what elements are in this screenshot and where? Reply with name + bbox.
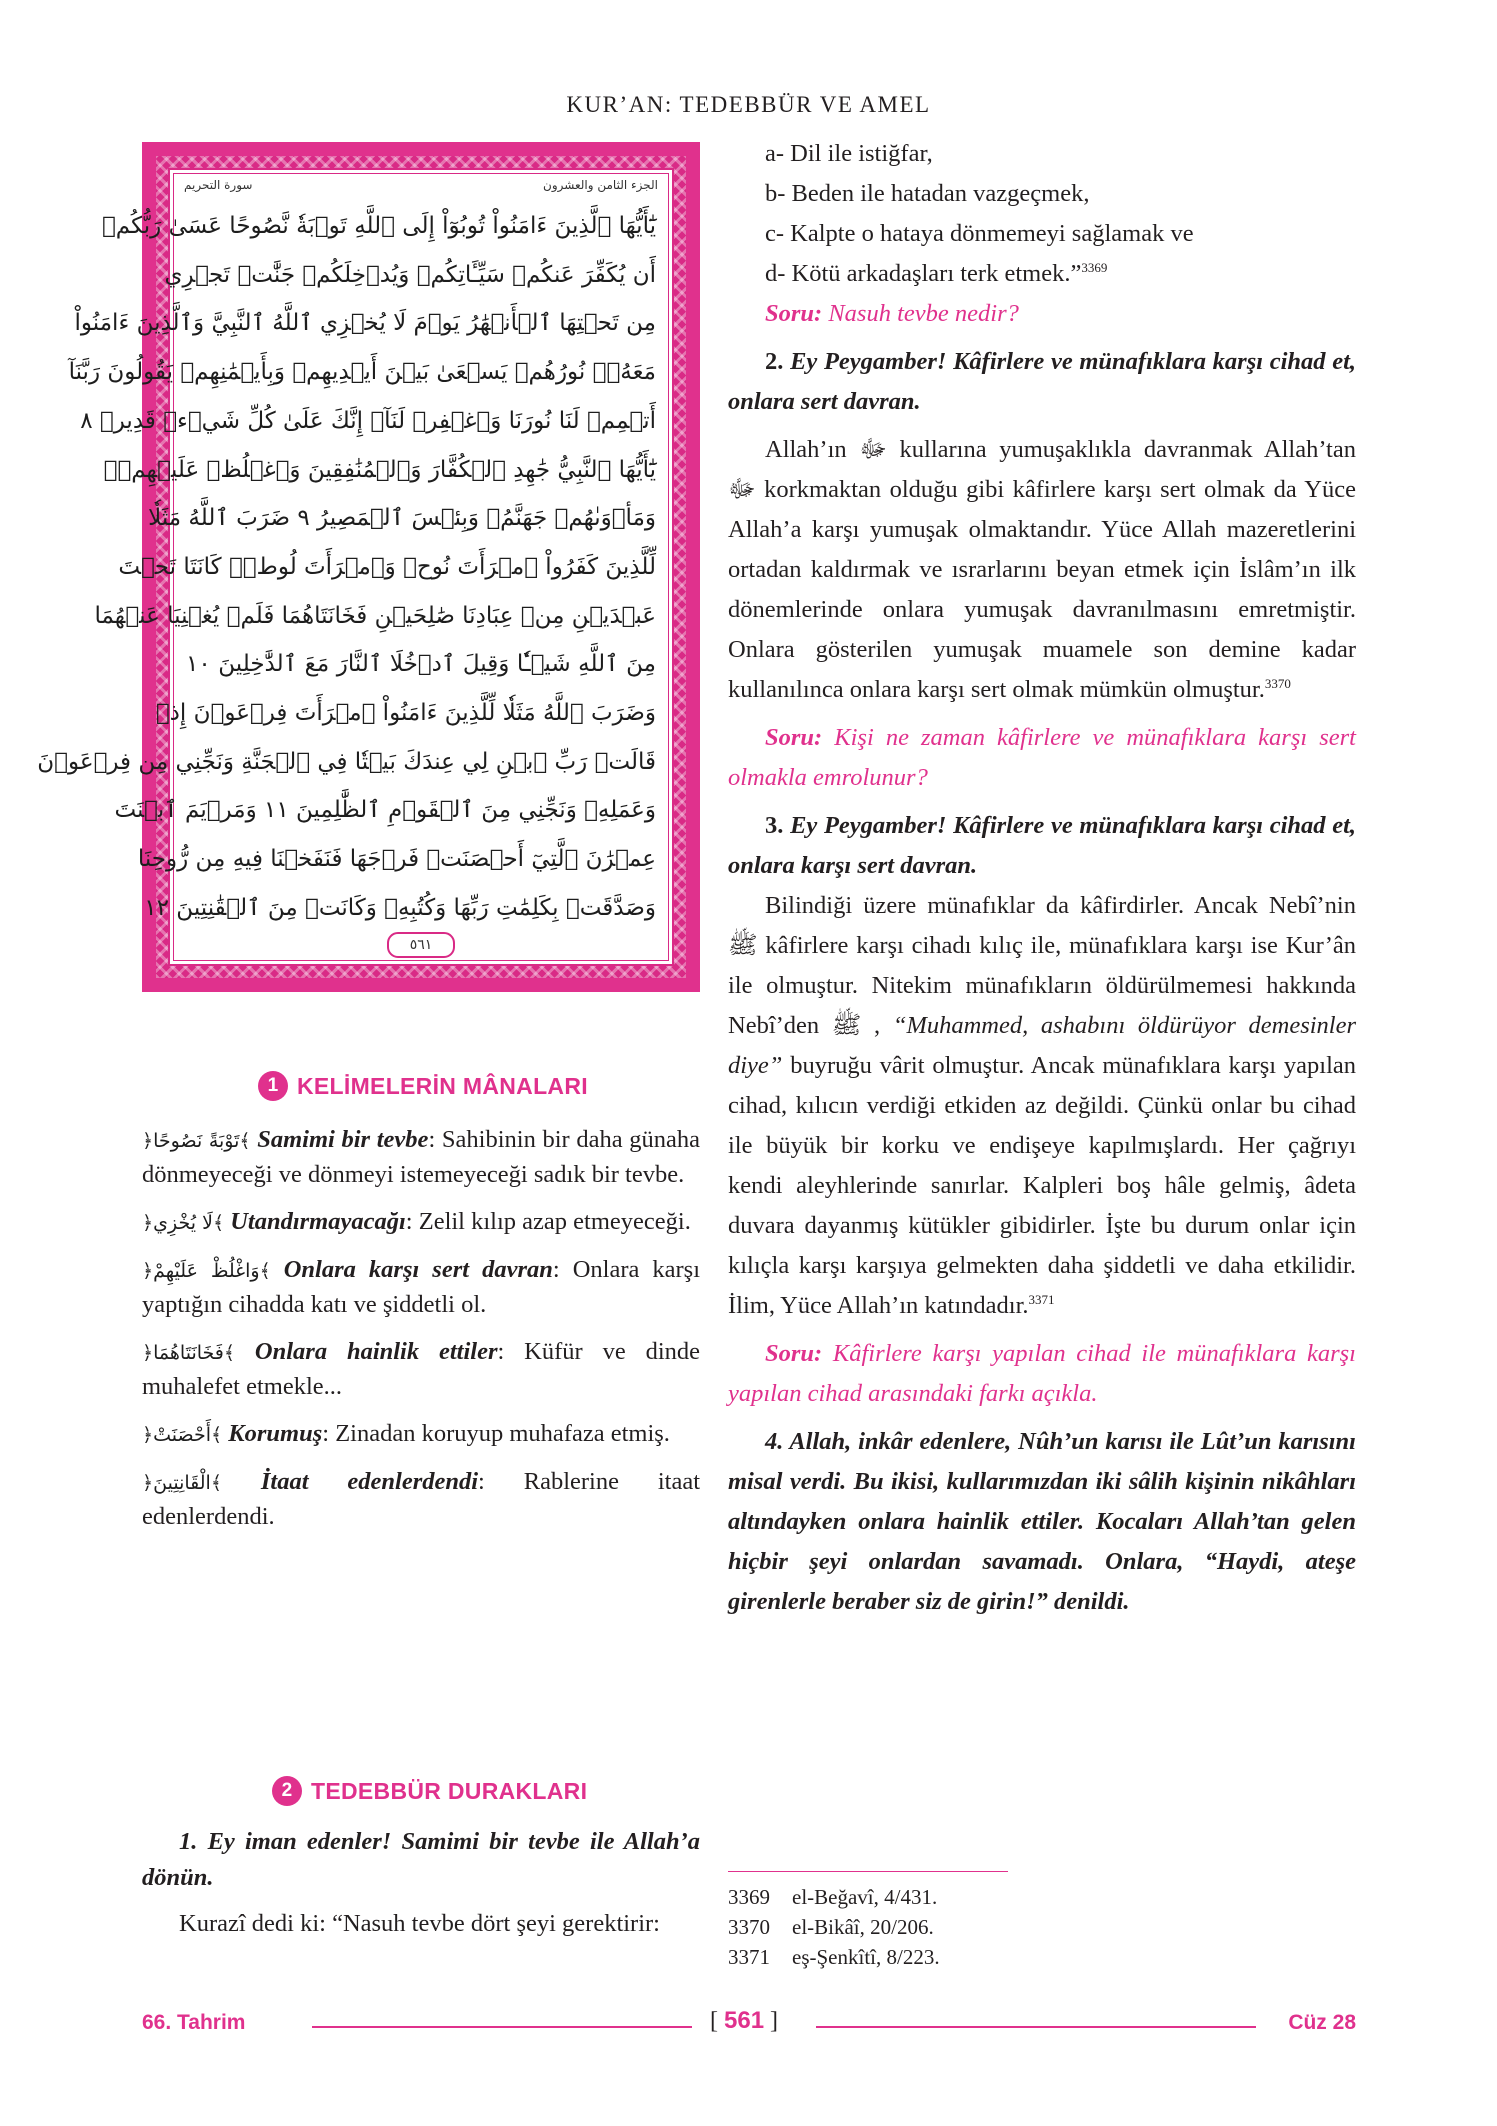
term-definition: : Zelil kılıp azap etmeyeceği. bbox=[405, 1208, 691, 1235]
verse-item-3 bbox=[728, 806, 1356, 886]
word-entry bbox=[142, 1205, 700, 1240]
paragraph-text: Allah’ın ﷻ kullarına yumuşaklıkla davranmak Allah’tan ﷻ korkmaktan olduğu gibi kâfirlere karşı sert olmak da Yüce Allah’a karşı yumuşak olmaktandır. Yüce Allah mazeretlerini ortadan kaldırmak ve ısrarlarını beyan etmek için İslâm’ın ilk dönemlerinde onlara yumuşak davranılmasını emretmiştir. Onlara gösterilen yumuşak muamele son demine kadar kullanılınca onlara karşı sert olmak mümkün olmuştur. bbox=[728, 436, 1356, 703]
mushaf-page-frame bbox=[37, 142, 700, 992]
word-entry bbox=[142, 1465, 700, 1534]
word-entry bbox=[142, 1253, 700, 1322]
paragraph-text: buyruğu vârit olmuştur. Ancak münafıklara karşı yapılan cihad, kılıcın verdiği etkiden az değildi. Çünkü onlar bu cihad ile büyük bir korku ve endişeye kapılmışlardı. Her çağrıyı kendi aleyhlerinde sanırlar. Kalpleri boş hâle gelmiş, âdeta duvara dayanmış kütükler gibidirler. İşte bu durum onlar için kılıçla karşı karşıya gelmekten daha şiddetli ve daha etkilidir. İlim, Yüce Allah’ın katındadır. bbox=[728, 1052, 1356, 1319]
term-definition: : Küfür ve dinde muhalefet etmekle... bbox=[142, 1338, 700, 1400]
footnote-text: el-Beğavî, 4/431. bbox=[792, 1885, 938, 1909]
mushaf-line: يَٰٓأَيُّهَا ٱلَّذِينَ ءَامَنُواْ تُوبُوٓاْ إِلَى ٱللَّهِ تَوۡبَةٗ نَّصُوحًا عَسَىٰ رَبُّكُمۡ bbox=[101, 213, 656, 239]
page-number-value: 561 bbox=[724, 2007, 765, 2034]
footnote-ref: 3369 bbox=[1081, 259, 1108, 275]
mushaf-line: لِّلَّذِينَ كَفَرُواْ ٱمۡرَأَتَ نُوحٖ وَٱمۡرَأَتَ لُوطٖۖ كَانَتَا تَحۡتَ bbox=[118, 553, 656, 580]
mushaf-line: مِنَ ٱللَّهِ شَيۡـٔٗا وَقِيلَ ٱدۡخُلَا ٱلنَّارَ مَعَ ٱلدَّٰخِلِينَ ١٠ bbox=[186, 651, 656, 678]
running-header: KUR’AN: TEDEBBÜR VE AMEL bbox=[566, 92, 931, 117]
footnote-number: 3371 bbox=[728, 1945, 770, 1969]
question-label: Soru: bbox=[765, 1340, 823, 1367]
list-item: a- Dil ile istiğfar, bbox=[765, 140, 933, 167]
paragraph-text: Bilindiği üzere münafıklar da kâfirdirler. Ancak Nebî’nin ﷺ kâfirlere karşı cihadı kılıç ile, münafıklara karşı ise Kur’ân ile olmuştur. Nitekim münafıkların öldürülmemesi hakkında Nebî’den ﷺ , bbox=[728, 892, 1356, 1039]
question bbox=[728, 718, 1356, 798]
mushaf-text-area bbox=[37, 168, 674, 966]
term-meaning: İtaat edenlerdendi bbox=[260, 1468, 479, 1495]
question bbox=[765, 294, 1356, 334]
question bbox=[728, 1334, 1356, 1414]
list-item-text: d- Kötü arkadaşları terk etmek.” bbox=[765, 260, 1082, 287]
section-title: TEDEBBÜR DURAKLARI bbox=[311, 1777, 588, 1804]
paragraph bbox=[728, 886, 1356, 1326]
mushaf-line: وَعَمَلِهِۦ وَنَجِّنِي مِنَ ٱلۡقَوۡمِ ٱلظَّٰلِمِينَ ١١ وَمَرۡيَمَ ٱبۡنَتَ bbox=[114, 797, 656, 824]
footnote-ref: 3371 bbox=[1028, 1291, 1055, 1307]
arabic-term: ﴿تَوْبَةً نَصُوحًا﴾ bbox=[142, 1130, 251, 1152]
mushaf-line: أَن يُكَفِّرَ عَنكُمۡ سَيِّـَٔاتِكُمۡ وَيُدۡخِلَكُمۡ جَنَّٰتٖ تَجۡرِي bbox=[164, 261, 656, 288]
mushaf-line: وَضَرَبَ ٱللَّهُ مَثَلٗا لِّلَّذِينَ ءَامَنُواْ ٱمۡرَأَتَ فِرۡعَوۡنَ إِذۡ bbox=[155, 700, 656, 727]
term-meaning: Utandırmayacağı bbox=[230, 1208, 406, 1235]
word-entry bbox=[142, 1123, 700, 1192]
term-definition: : Zinadan koruyup muhafaza etmiş. bbox=[322, 1420, 670, 1447]
term-definition: : Onlara karşı yaptığın cihadda katı ve şiddetli ol. bbox=[142, 1256, 701, 1318]
verse-text: Ey Peygamber! Kâfirlere ve münafıklara karşı cihad et, onlara karşı sert davran. bbox=[728, 812, 1357, 879]
page-footer bbox=[142, 2007, 1356, 2039]
arabic-term: ﴿وَاغْلُظْ عَلَيْهِمْ﴾ bbox=[142, 1260, 271, 1282]
term-definition: : Sahibinin bir daha günaha dönmeyeceği ve dönmeyi istemeyeceği sadık bir tevbe. bbox=[142, 1126, 701, 1188]
question-text: Kâfirlere karşı yapılan cihad ile münafıklara karşı yapılan cihad arasındaki farkı açıkla. bbox=[728, 1340, 1356, 1407]
arabic-term: ﴿أَحْصَنَتْ﴾ bbox=[142, 1424, 223, 1446]
item-number: 1. bbox=[179, 1828, 198, 1855]
item-number: 2. bbox=[765, 348, 784, 375]
question-label: Soru: bbox=[765, 300, 823, 327]
footnote bbox=[728, 1912, 940, 1942]
mushaf-line: وَصَدَّقَتۡ بِكَلِمَٰتِ رَبِّهَا وَكُتُبِهِۦ وَكَانَتۡ مِنَ ٱلۡقَٰنِتِينَ ١٢ bbox=[144, 894, 656, 921]
section-heading-kelimeler bbox=[258, 1071, 588, 1101]
section-title: KELİMELERİN MÂNALARI bbox=[297, 1072, 588, 1099]
question-text: Kişi ne zaman kâfirlere ve münafıklara karşı sert olmakla emrolunur? bbox=[728, 724, 1356, 791]
mushaf-top-labels bbox=[184, 178, 658, 200]
section-number-badge: 2 bbox=[272, 1776, 302, 1806]
footer-cuz: Cüz 28 bbox=[1288, 2011, 1356, 2034]
verse-item-1 bbox=[142, 1824, 700, 1896]
mushaf-page-number: ٥٦١ bbox=[387, 932, 455, 958]
term-meaning: Onlara hainlik ettiler bbox=[254, 1338, 498, 1365]
footnote-number: 3370 bbox=[728, 1915, 770, 1939]
mushaf-sura-label: سورة التحريم bbox=[184, 178, 253, 192]
mushaf-line: وَمَأۡوَىٰهُمۡ جَهَنَّمُۖ وَبِئۡسَ ٱلۡمَصِيرُ ٩ ضَرَبَ ٱللَّهُ مَثَلٗا bbox=[148, 505, 656, 532]
mushaf-line: يَٰٓأَيُّهَا ٱلنَّبِيُّ جَٰهِدِ ٱلۡكُفَّارَ وَٱلۡمُنَٰفِقِينَ وَٱغۡلُظۡ عَلَيۡهِمۡۚ bbox=[103, 456, 656, 483]
footer-page-number: [ 561 ] bbox=[710, 2007, 779, 2034]
term-definition: : Rablerine itaat edenlerdendi. bbox=[142, 1468, 701, 1530]
mushaf-lines bbox=[37, 210, 656, 924]
mushaf-line: قَالَتۡ رَبِّ ٱبۡنِ لِي عِندَكَ بَيۡتٗا فِي ٱلۡجَنَّةِ وَنَجِّنِي مِن فِرۡعَوۡنَ bbox=[37, 748, 656, 775]
footnote-number: 3369 bbox=[728, 1885, 770, 1909]
arabic-term: ﴿الْقَانِتِينَ﴾ bbox=[142, 1472, 222, 1494]
paragraph: Kurazî dedi ki: “Nasuh tevbe dört şeyi gerektirir: bbox=[179, 1910, 660, 1937]
term-meaning: Korumuş bbox=[228, 1420, 323, 1447]
footnote bbox=[728, 1942, 940, 1972]
tedebbur-intro bbox=[142, 1824, 700, 1955]
mushaf-juz-label: الجزء الثامن والعشرون bbox=[543, 178, 658, 192]
mushaf-line: عَبۡدَيۡنِ مِنۡ عِبَادِنَا صَٰلِحَيۡنِ فَخَانَتَاهُمَا فَلَمۡ يُغۡنِيَا عَنۡهُمَا bbox=[94, 602, 656, 629]
footnote-text: eş-Şenkîtî, 8/223. bbox=[792, 1945, 940, 1969]
section-number-badge: 1 bbox=[258, 1071, 288, 1101]
word-entry bbox=[142, 1417, 700, 1452]
right-column bbox=[728, 134, 1356, 1622]
section-heading-tedebbur bbox=[272, 1776, 587, 1806]
verse-text: Ey Peygamber! Kâfirlere ve münafıklara karşı cihad et, onlara sert davran. bbox=[728, 348, 1357, 415]
verse-item-2 bbox=[728, 342, 1356, 422]
word-meanings-list bbox=[142, 1123, 700, 1547]
term-meaning: Samimi bir tevbe bbox=[257, 1126, 429, 1153]
verse-text: Ey iman edenler! Samimi bir tevbe ile Allah’a dönün. bbox=[142, 1828, 700, 1891]
hadith-quote: “Muhammed, ashabını öldürüyor demesinler diye” bbox=[728, 1012, 1357, 1079]
question-label: Soru: bbox=[765, 724, 823, 751]
term-meaning: Onlara karşı sert davran bbox=[283, 1256, 553, 1283]
list-item bbox=[765, 254, 1356, 294]
footnotes bbox=[728, 1882, 940, 1972]
mushaf-line: أَتۡمِمۡ لَنَا نُورَنَا وَٱغۡفِرۡ لَنَآۖ إِنَّكَ عَلَىٰ كُلِّ شَيۡءٖ قَدِيرٞ ٨ bbox=[80, 407, 656, 434]
item-number: 3. bbox=[765, 812, 784, 839]
word-entry bbox=[142, 1335, 700, 1404]
list-item: b- Beden ile hatadan vazgeçmek, bbox=[765, 180, 1090, 207]
mushaf-line: مِن تَحۡتِهَا ٱلۡأَنۡهَٰرُ يَوۡمَ لَا يُخۡزِي ٱللَّهُ ٱلنَّبِيَّ وَٱلَّذِينَ ءَامَنُواْ bbox=[74, 310, 656, 337]
mushaf-line: عِمۡرَٰنَ ٱلَّتِيٓ أَحۡصَنَتۡ فَرۡجَهَا فَنَفَخۡنَا فِيهِ مِن رُّوحِنَا bbox=[137, 846, 656, 873]
verse-item-4: 4. Allah, inkâr edenlere, Nûh’un karısı ile Lût’un karısını misal verdi. Bu ikisi, kullarımızdan iki sâlih kişinin nikâhları altındayken onlara hainlik ettiler. Kocaları Allah’tan gelen hiçbir şeyi onlardan savamadı. Onlara, “Haydi, ateşe girenlerle beraber siz de girin!” denildi. bbox=[728, 1428, 1356, 1615]
question-text: Nasuh tevbe nedir? bbox=[828, 300, 1019, 327]
footnote-ref: 3370 bbox=[1264, 675, 1291, 691]
paragraph bbox=[728, 430, 1356, 710]
footnote-text: el-Bikâî, 20/206. bbox=[792, 1915, 934, 1939]
footnote bbox=[728, 1882, 940, 1912]
footer-rule-right bbox=[816, 2026, 1256, 2028]
footer-rule-left bbox=[312, 2026, 692, 2028]
footnote-divider bbox=[728, 1871, 1008, 1872]
list-item: c- Kalpte o hataya dönmemeyi sağlamak ve bbox=[765, 220, 1194, 247]
mushaf-line: مَعَهُۥۖ نُورُهُمۡ يَسۡعَىٰ بَيۡنَ أَيۡدِيهِمۡ وَبِأَيۡمَٰنِهِمۡ يَقُولُونَ رَبَّنَآ bbox=[68, 359, 656, 386]
arabic-term: ﴿فَخَانَتَاهُمَا﴾ bbox=[142, 1342, 236, 1364]
arabic-term: ﴿لَا يُخْزِي﴾ bbox=[142, 1212, 225, 1234]
footer-sura: 66. Tahrim bbox=[142, 2011, 246, 2034]
